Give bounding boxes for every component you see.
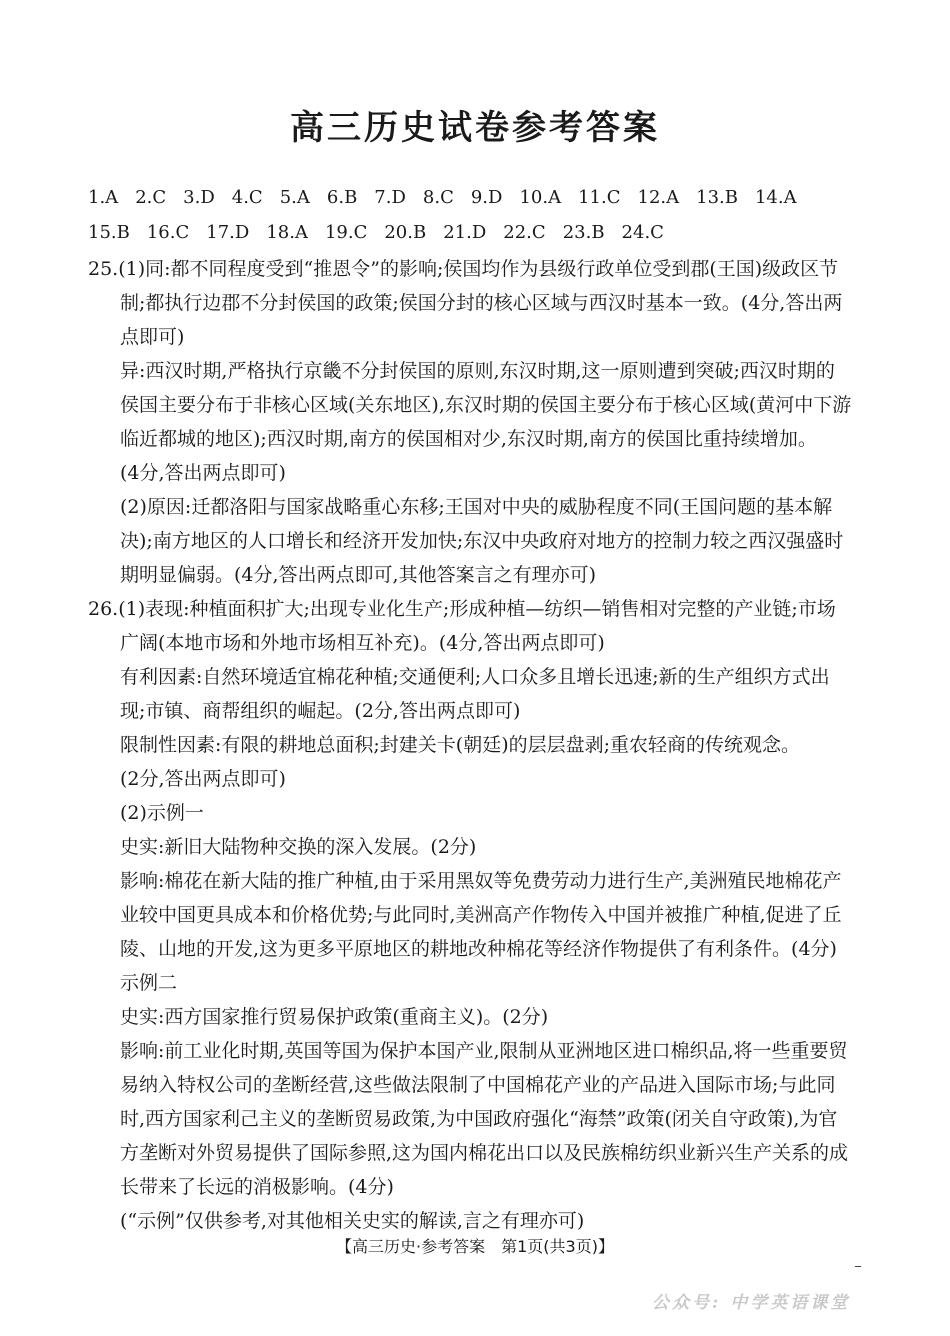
- text-line: 点即可): [120, 326, 185, 348]
- text-line: 长带来了长远的消极影响。(4分): [120, 1176, 394, 1198]
- answer-item: 9.D: [470, 187, 503, 208]
- answer-item: 7.D: [374, 187, 406, 208]
- answer-item: 10.A: [519, 187, 562, 208]
- answers-row-1: [88, 180, 888, 215]
- text-line: (2)原因:迁都洛阳与国家战略重心东移;王国对中央的威胁程度不同(王国问题的基本解: [120, 496, 833, 518]
- text-line: 方垄断对外贸易提供了国际参照,这为国内棉花出口以及民族棉纺织业新兴生产关系的成: [120, 1142, 849, 1164]
- text-line: 26.(1)表现:种植面积扩大;出现专业化生产;形成种植—纺织—销售相对完整的产业链;市场: [88, 598, 836, 620]
- text-line: 史实:西方国家推行贸易保护政策(重商主义)。(2分): [120, 1006, 549, 1028]
- answer-item: 15.B: [88, 222, 130, 243]
- page-title: 高三历史试卷参考答案: [290, 108, 660, 148]
- answer-item: 14.A: [754, 187, 797, 208]
- text-line: 陵、山地的开发,这为更多平原地区的耕地改种棉花等经济作物提供了有利条件。(4分): [120, 938, 837, 960]
- text-line: 25.(1)同:都不同程度受到“推恩令”的影响;侯国均作为县级行政单位受到郡(王国)级政区节: [88, 258, 839, 280]
- text-line: (4分,答出两点即可): [120, 462, 286, 484]
- text-line: 广阔(本地市场和外地市场相互补充)。(4分,答出两点即可): [120, 632, 605, 654]
- answer-item: 21.D: [443, 222, 487, 243]
- text-line: 临近都城的地区);西汉时期,南方的侯国相对少,东汉时期,南方的侯国比重持续增加。: [120, 428, 817, 450]
- text-line: 示例二: [120, 972, 178, 994]
- answer-item: 24.C: [621, 222, 664, 243]
- text-line: (2分,答出两点即可): [120, 768, 286, 790]
- text-line: 限制性因素:有限的耕地总面积;封建关卡(朝廷)的层层盘剥;重农轻商的传统观念。: [120, 734, 801, 756]
- text-line: 业较中国更具成本和价格优势;与此同时,美洲高产作物传入中国并被推广种植,促进了丘: [120, 904, 842, 926]
- text-line: 期明显偏弱。(4分,答出两点即可,其他答案言之有理亦可): [120, 564, 596, 586]
- answer-item: 20.B: [384, 222, 427, 243]
- answer-item: 6.B: [326, 187, 358, 208]
- answer-item: 16.C: [146, 222, 190, 243]
- text-line: 史实:新旧大陆物种交换的深入发展。(2分): [120, 836, 477, 858]
- answer-item: 18.A: [266, 222, 308, 243]
- text-line: 现;市镇、商帮组织的崛起。(2分,答出两点即可): [120, 700, 521, 722]
- answer-item: 3.D: [183, 187, 215, 208]
- answer-item: 23.B: [562, 222, 605, 243]
- page-footer: 【高三历史·参考答案 第1页(共3页)】: [336, 1237, 614, 1256]
- multiple-choice-answers: [88, 180, 888, 250]
- answer-item: 19.C: [324, 222, 368, 243]
- page-mark: [855, 1266, 861, 1267]
- text-line: 制;都执行边郡不分封侯国的政策;侯国分封的核心区域与西汉时基本一致。(4分,答出两: [120, 292, 843, 314]
- text-line: 易纳入特权公司的垄断经营,这些做法限制了中国棉花产业的产品进入国际市场;与此同: [120, 1074, 836, 1096]
- answer-item: 2.C: [135, 187, 167, 208]
- answers-row-2: [88, 215, 888, 250]
- watermark: 公众号: 中学英语课堂: [652, 1293, 851, 1313]
- text-line: 影响:棉花在新大陆的推广种植,由于采用黑奴等免费劳动力进行生产,美洲殖民地棉花产: [120, 870, 842, 892]
- answer-item: 4.C: [231, 187, 263, 208]
- answer-item: 5.A: [279, 187, 310, 208]
- answer-item: 22.C: [503, 222, 546, 243]
- text-line: 影响:前工业化时期,英国等国为保护本国产业,限制从亚洲地区进口棉织品,将一些重要贸: [120, 1040, 848, 1062]
- answer-body: [88, 252, 868, 1238]
- text-line: 决);南方地区的人口增长和经济开发加快;东汉中央政府对地方的控制力较之西汉强盛时: [120, 530, 844, 552]
- text-line: 时,西方国家利己主义的垄断贸易政策,为中国政府强化“海禁”政策(闭关自守政策),为官: [120, 1108, 838, 1130]
- text-line: (2)示例一: [120, 802, 204, 824]
- text-line: 有利因素:自然环境适宜棉花种植;交通便利;人口众多且增长迅速;新的生产组织方式出: [120, 666, 830, 688]
- answer-item: 1.A: [88, 187, 119, 208]
- answer-item: 8.C: [422, 187, 454, 208]
- text-line: 异:西汉时期,严格执行京畿不分封侯国的原则,东汉时期,这一原则遭到突破;西汉时期的: [120, 360, 835, 382]
- answer-item: 11.C: [578, 187, 621, 208]
- text-line: (“示例”仅供参考,对其他相关史实的解读,言之有理亦可): [120, 1210, 585, 1232]
- answer-item: 13.B: [696, 187, 738, 208]
- answer-item: 17.D: [206, 222, 250, 243]
- answer-item: 12.A: [637, 187, 680, 208]
- text-line: 侯国主要分布于非核心区域(关东地区),东汉时期的侯国主要分布于核心区域(黄河中下游: [120, 394, 852, 416]
